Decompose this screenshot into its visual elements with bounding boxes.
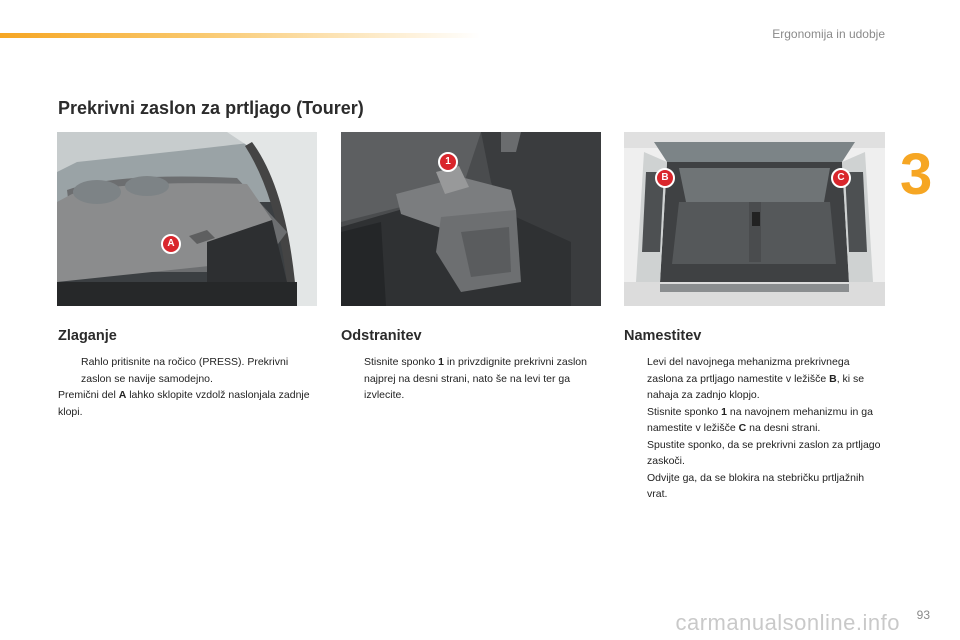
- callout-a: A: [161, 234, 181, 254]
- photo-cover-folding: [57, 132, 317, 306]
- callout-c: C: [831, 168, 851, 188]
- text-fragment: Stisnite sponko: [364, 356, 439, 368]
- text-fragment: na desni strani.: [746, 422, 821, 434]
- text-fragment: Stisnite sponko: [647, 405, 722, 418]
- section-folding: [58, 328, 320, 420]
- text-fragment: Premični del: [58, 389, 119, 401]
- section-heading: Odstranitev: [341, 328, 422, 344]
- text-fragment: lahko sklopite vzdolž naslonjala zadnje klopi.: [58, 389, 310, 418]
- instruction-paragraph: [58, 387, 320, 420]
- watermark: carmanualsonline.info: [675, 610, 900, 635]
- label-ref: 1: [438, 356, 444, 368]
- instruction-text: Rahlo pritisnite na ročico (PRESS). Prekrivni zaslon se navije samodejno.: [81, 356, 289, 385]
- instruction-text: Spustite sponko, da se prekrivni zaslon za prtljago zaskoči.: [647, 438, 881, 467]
- text-fragment: Levi del navojnega mehanizma prekrivnega zaslona za prtljago namestite v ležišče: [647, 356, 850, 385]
- text-fragment: in privzdignite prekrivni zaslon najprej na desni strani, nato še na levi ter ga izvlecite.: [364, 356, 587, 401]
- instruction-item: [624, 404, 886, 437]
- label-ref: 1: [721, 405, 727, 418]
- photo-cover-clip: [341, 132, 601, 306]
- instruction-item: [341, 354, 603, 404]
- text-fragment: , ki se nahaja za zadnjo klopjo.: [647, 372, 865, 401]
- label-ref: B: [829, 372, 837, 385]
- section-installation: [624, 328, 886, 503]
- section-removal: [341, 328, 603, 404]
- callout-b: B: [655, 168, 675, 188]
- instruction-item: [624, 354, 886, 404]
- callout-1: 1: [438, 152, 458, 172]
- label-ref: C: [738, 422, 747, 434]
- chapter-number: 3: [900, 142, 933, 207]
- text-fragment: na navojnem mehanizmu in ga namestite v ležišče: [647, 405, 873, 434]
- section-header: Ergonomija in udobje: [772, 27, 885, 41]
- top-accent-bar: [0, 33, 480, 38]
- label-ref: A: [118, 389, 127, 401]
- instruction-item: [624, 470, 886, 503]
- photo-trunk-installation: [624, 132, 885, 306]
- instruction-text: Odvijte ga, da se blokira na stebričku prtljažnih vrat.: [647, 471, 865, 500]
- page-title: Prekrivni zaslon za prtljago (Tourer): [58, 98, 364, 118]
- instruction-item: [624, 437, 886, 470]
- section-heading: Namestitev: [624, 328, 702, 344]
- instruction-item: [58, 354, 320, 387]
- section-heading: Zlaganje: [58, 328, 117, 344]
- page-number: 93: [916, 608, 930, 622]
